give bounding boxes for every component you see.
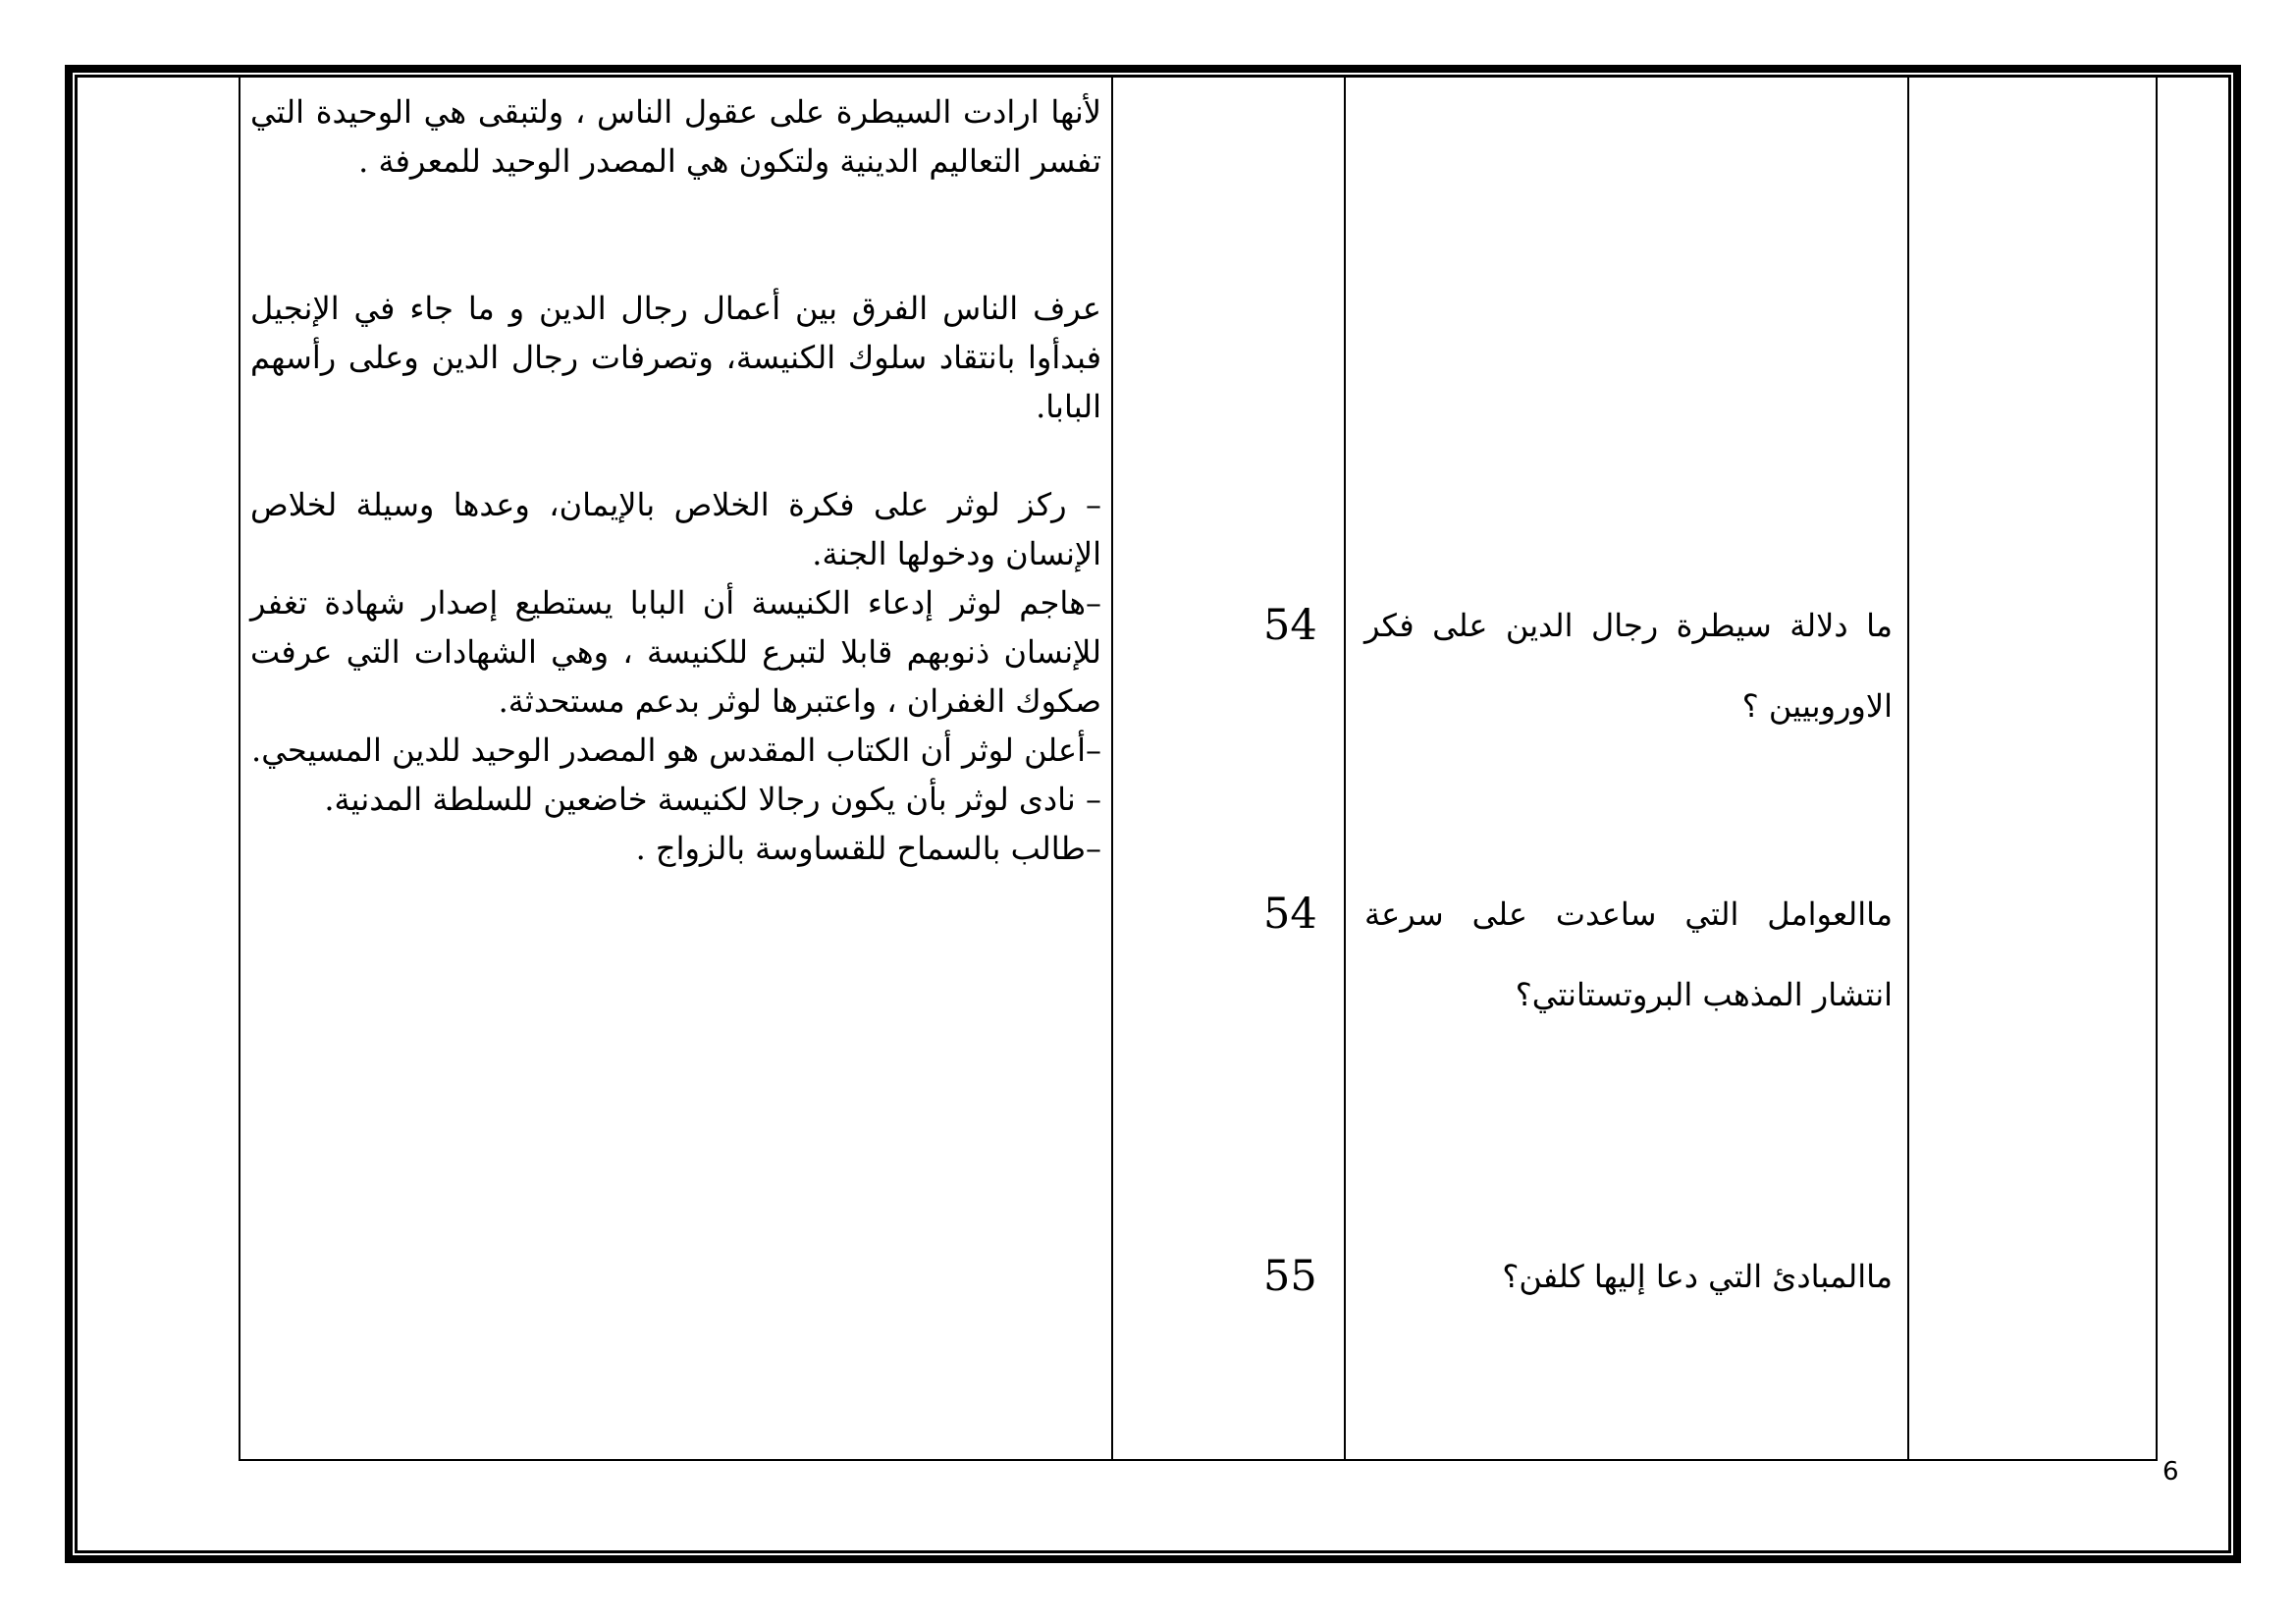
page-reference: 54 (1263, 601, 1317, 650)
answer-paragraph: – ركز لوثر على فكرة الخلاص بالإيمان، وعدها وسيلة لخلاص الإنسان ودخولها الجنة. (250, 486, 1101, 572)
column-divider (1111, 75, 1113, 1461)
answer-paragraph: – نادى لوثر بأن يكون رجالا لكنيسة خاضعين للسلطة المدنية. (324, 781, 1101, 818)
answer-paragraph: عرف الناس الفرق بين أعمال رجال الدين و ما جاء في الإنجيل فبدأوا بانتقاد سلوك الكنيسة، وتصرفات رجال الدين وعلى رأسهم البابا. (250, 290, 1101, 425)
column-divider (1907, 75, 1909, 1461)
answer-paragraph: –أعلن لوثر أن الكتاب المقدس هو المصدر الوحيد للدين المسيحي. (251, 731, 1101, 769)
answer-paragraph: –هاجم لوثر إدعاء الكنيسة أن البابا يستطيع إصدار شهادة تغفر للإنسان ذنوبهم قابلا لتبرع للكنيسة ، وهي الشهادات التي عرفت صكوك الغفران ، واعتبرها لوثر بدعم مستحدثة. (250, 584, 1101, 720)
page-reference: 55 (1263, 1252, 1317, 1301)
table-right-border (2156, 75, 2158, 1461)
page-reference: 54 (1263, 890, 1317, 939)
question-text: ماالعوامل التي ساعدت على سرعة انتشار المذهب البروتستانتي؟ (1364, 895, 1893, 1013)
question-text: ماالمبادئ التي دعا إليها كلفن؟ (1502, 1258, 1893, 1295)
answer-paragraph: لأنها ارادت السيطرة على عقول الناس ، ولتبقى هي الوحيدة التي تفسر التعاليم الدينية ولتكون هي المصدر الوحيد للمعرفة . (250, 93, 1101, 180)
table-left-border (239, 75, 240, 1461)
answer-column (250, 87, 1101, 873)
question-text: ما دلالة سيطرة رجال الدين على فكر الاوروبيين ؟ (1364, 607, 1893, 725)
page-number: 6 (2163, 1457, 2179, 1487)
column-divider (1344, 75, 1346, 1461)
table-bottom-border (239, 1459, 2158, 1461)
answer-paragraph: –طالب بالسماح للقساوسة بالزواج . (635, 830, 1101, 867)
